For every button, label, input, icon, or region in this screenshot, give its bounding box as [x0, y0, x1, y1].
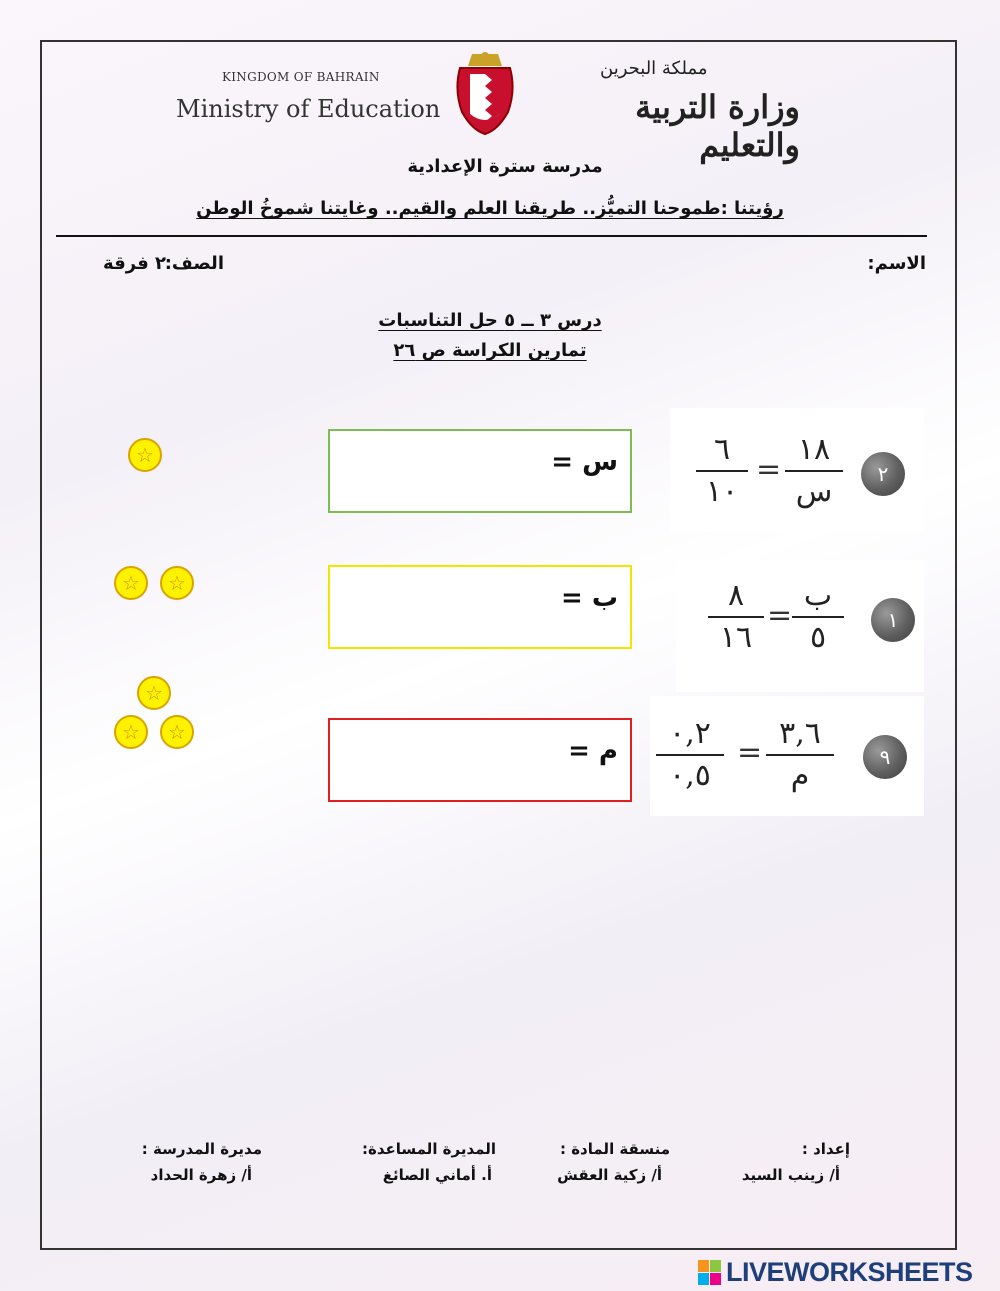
numerator: ٨: [727, 578, 745, 613]
prepared-name: أ/ زينب السيد: [741, 1166, 840, 1184]
denominator: ١٦: [719, 620, 753, 655]
numerator: ٠,٢: [669, 716, 711, 751]
question-number-badge: ١: [871, 598, 915, 642]
school-name: مدرسة سترة الإعدادية: [407, 156, 603, 177]
denominator: م: [790, 758, 810, 793]
denominator: ٥: [809, 620, 827, 655]
ministry-en: Ministry of Education: [176, 95, 441, 123]
star-icon: ☆: [137, 676, 171, 710]
kingdom-ar: مملكة البحرين: [600, 58, 708, 79]
fraction-right: [785, 432, 843, 510]
fraction-right: [766, 716, 834, 794]
answer-input-1[interactable]: [336, 437, 560, 509]
class-label: الصف:: [164, 253, 224, 274]
question-number-badge: ٢: [861, 452, 905, 496]
school-vision: رؤيتنا :طموحنا التميُّز.. طريقنا العلم والقيم.. وغايتنا شموخُ الوطن: [196, 198, 784, 219]
star-icon: ☆: [114, 566, 148, 600]
header-divider: [56, 235, 927, 237]
answer-label: م =: [568, 736, 618, 766]
name-label: الاسم:: [867, 253, 926, 274]
star-icon: ☆: [160, 566, 194, 600]
answer-label: س =: [551, 447, 618, 477]
equals-sign: =: [737, 735, 763, 770]
denominator: س: [795, 474, 833, 509]
kingdom-en: KINGDOM OF BAHRAIN: [222, 70, 380, 84]
assistant-label: المديرة المساعدة:: [361, 1140, 496, 1158]
equals-sign: =: [767, 598, 793, 633]
liveworksheets-logo-icon: [698, 1260, 722, 1286]
fraction-right: [792, 578, 844, 656]
ministry-ar: وزارة التربية والتعليم: [635, 88, 800, 164]
fraction-left: [708, 578, 764, 656]
question-number-badge: ٩: [863, 735, 907, 779]
numerator: ب: [803, 578, 833, 613]
coordinator-name: أ/ زكية العقش: [557, 1166, 662, 1184]
answer-box-1: [328, 429, 632, 513]
equals-sign: =: [756, 452, 782, 487]
numerator: ٦: [713, 432, 731, 467]
principal-label: مديرة المدرسة :: [141, 1140, 262, 1158]
assistant-name: أ. أماني الصائغ: [382, 1166, 492, 1184]
watermark: LIVEWORKSHEETS: [726, 1257, 973, 1287]
class-value: ٢ فرقة: [103, 253, 166, 274]
answer-box-3: [328, 718, 632, 802]
lesson-subtitle: تمارين الكراسة ص ٢٦: [393, 340, 587, 361]
answer-input-3[interactable]: [336, 726, 560, 798]
fraction-left: [696, 432, 748, 510]
star-icon: ☆: [128, 438, 162, 472]
star-icon: ☆: [114, 715, 148, 749]
answer-label: ب =: [561, 583, 618, 613]
bahrain-emblem-icon: [450, 50, 520, 136]
star-icon: ☆: [160, 715, 194, 749]
denominator: ٠,٥: [669, 758, 711, 793]
principal-name: أ/ زهرة الحداد: [150, 1166, 252, 1184]
lesson-title: درس ٣ ــ ٥ حل التناسبات: [378, 310, 602, 331]
denominator: ١٠: [705, 474, 739, 509]
numerator: ٣,٦: [779, 716, 821, 751]
name-input[interactable]: [500, 250, 814, 278]
answer-input-2[interactable]: [336, 573, 560, 645]
coordinator-label: منسقة المادة :: [559, 1140, 670, 1158]
answer-box-2: [328, 565, 632, 649]
numerator: ١٨: [797, 432, 831, 467]
fraction-left: [656, 716, 724, 794]
prepared-label: إعداد :: [801, 1140, 850, 1158]
